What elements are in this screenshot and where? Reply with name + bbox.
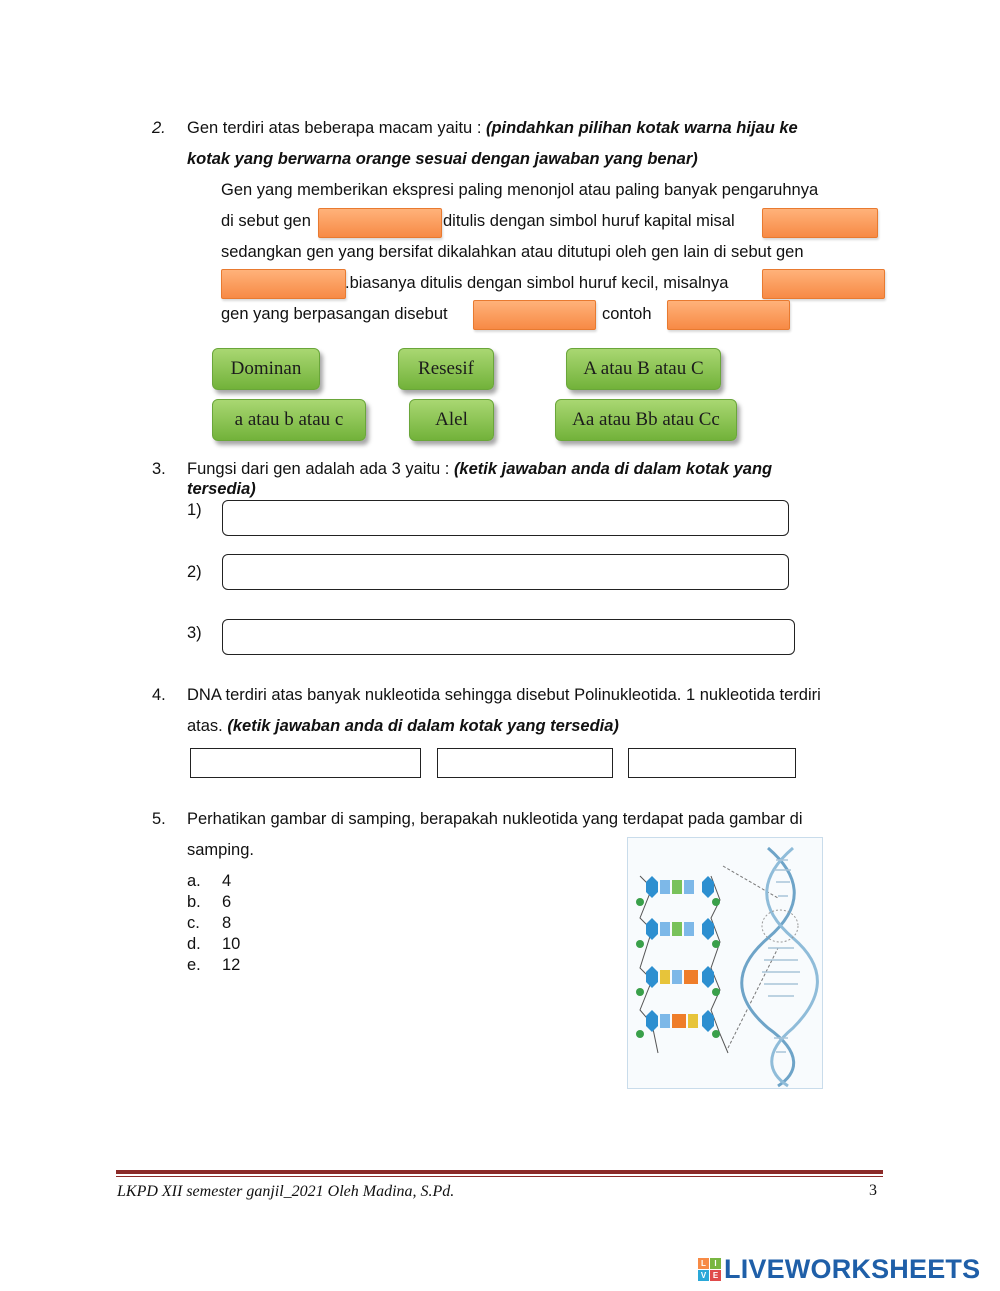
answer-input-1[interactable] (222, 500, 789, 536)
q2-lead: Gen terdiri atas beberapa macam yaitu : (187, 119, 486, 137)
badge-letter: V (698, 1270, 709, 1281)
q3-heading (187, 459, 772, 479)
q4-line-2 (187, 716, 619, 736)
option-pasangan[interactable]: Aa atau Bb atau Cc (555, 399, 737, 441)
page-number: 3 (869, 1182, 877, 1199)
choice-letter: a. (187, 872, 201, 890)
footer-text: LKPD XII semester ganjil_2021 Oleh Madina, S.Pd. (117, 1183, 455, 1200)
rung-3 (636, 966, 720, 996)
q2-line-5b: contoh (602, 305, 652, 323)
option-alel[interactable]: Alel (409, 399, 494, 441)
choice-a[interactable] (187, 871, 240, 892)
liveworksheets-logo-icon (698, 1258, 722, 1282)
option-resesif[interactable]: Resesif (398, 348, 494, 390)
badge-letter: E (710, 1270, 721, 1281)
drop-slot-2[interactable] (762, 208, 878, 238)
q5-choices (187, 871, 240, 976)
answer-input-3[interactable] (222, 619, 795, 655)
dna-figure (627, 837, 823, 1089)
q3-number: 3. (152, 460, 166, 478)
q4-line-1: DNA terdiri atas banyak nukleotida sehingga disebut Polinukleotida. 1 nukleotida terdiri (187, 686, 821, 704)
choice-e[interactable] (187, 955, 240, 976)
nucleotide-input-1[interactable] (190, 748, 421, 778)
q4-lead: atas. (187, 717, 228, 735)
choice-value: 12 (222, 956, 241, 974)
q2-line-5a: gen yang berpasangan disebut (221, 305, 448, 323)
q3-label-2: 2) (187, 563, 202, 581)
drop-slot-1[interactable] (318, 208, 442, 238)
badge-letter: I (710, 1258, 721, 1269)
q3-label-1: 1) (187, 501, 202, 519)
choice-b[interactable] (187, 892, 240, 913)
drop-slot-4[interactable] (762, 269, 885, 299)
q2-heading (187, 118, 798, 138)
choice-value: 10 (222, 935, 241, 953)
q2-line-3: sedangkan gen yang bersifat dikalahkan atau ditutupi oleh gen lain di sebut gen (221, 243, 804, 261)
q3-instruction-2: tersedia) (187, 480, 256, 498)
q5-line-2: samping. (187, 841, 254, 859)
rung-1 (636, 876, 720, 906)
choice-value: 6 (222, 893, 232, 911)
drop-slot-3[interactable] (221, 269, 346, 299)
badge-letter: L (698, 1258, 709, 1269)
dna-illustration (628, 838, 822, 1088)
option-dominan[interactable]: Dominan (212, 348, 320, 390)
q2-line-2b: ditulis dengan simbol huruf kapital misal (443, 212, 735, 230)
q2-instruction-1: (pindahkan pilihan kotak warna hijau ke (485, 119, 798, 137)
q5-line-1: Perhatikan gambar di samping, berapakah nukleotida yang terdapat pada gambar di (187, 810, 803, 828)
q2-line-4: .biasanya ditulis dengan simbol huruf kecil, misalnya (345, 274, 729, 292)
q3-label-3: 3) (187, 624, 202, 642)
q4-instruction: (ketik jawaban anda di dalam kotak yang tersedia) (227, 717, 619, 735)
choice-letter: d. (187, 935, 201, 953)
footer-border-thin (116, 1176, 883, 1177)
drop-slot-5[interactable] (473, 300, 596, 330)
q3-instruction-1: (ketik jawaban anda di dalam kotak yang (453, 460, 773, 478)
q3-lead: Fungsi dari gen adalah ada 3 yaitu : (187, 460, 454, 478)
q2-number: 2. (152, 119, 166, 137)
choice-c[interactable] (187, 913, 240, 934)
option-kapital[interactable]: A atau B atau C (566, 348, 721, 390)
q5-number: 5. (152, 810, 166, 828)
choice-letter: b. (187, 893, 201, 911)
nucleotide-input-2[interactable] (437, 748, 613, 778)
drop-slot-6[interactable] (667, 300, 790, 330)
rung-4 (636, 1010, 720, 1038)
choice-d[interactable] (187, 934, 240, 955)
rung-2 (636, 918, 720, 948)
q2-line-1: Gen yang memberikan ekspresi paling menonjol atau paling banyak pengaruhnya (221, 181, 819, 199)
choice-letter: c. (187, 914, 200, 932)
q2-line-2a: di sebut gen (221, 212, 311, 230)
choice-letter: e. (187, 956, 201, 974)
liveworksheets-brand: LIVEWORKSHEETS (724, 1254, 981, 1284)
choice-value: 4 (222, 872, 232, 890)
answer-input-2[interactable] (222, 554, 789, 590)
footer-border-thick (116, 1170, 883, 1174)
choice-value: 8 (222, 914, 232, 932)
nucleotide-input-3[interactable] (628, 748, 796, 778)
q4-number: 4. (152, 686, 166, 704)
q2-instruction-2: kotak yang berwarna orange sesuai dengan jawaban yang benar) (187, 150, 698, 168)
option-kecil[interactable]: a atau b atau c (212, 399, 366, 441)
